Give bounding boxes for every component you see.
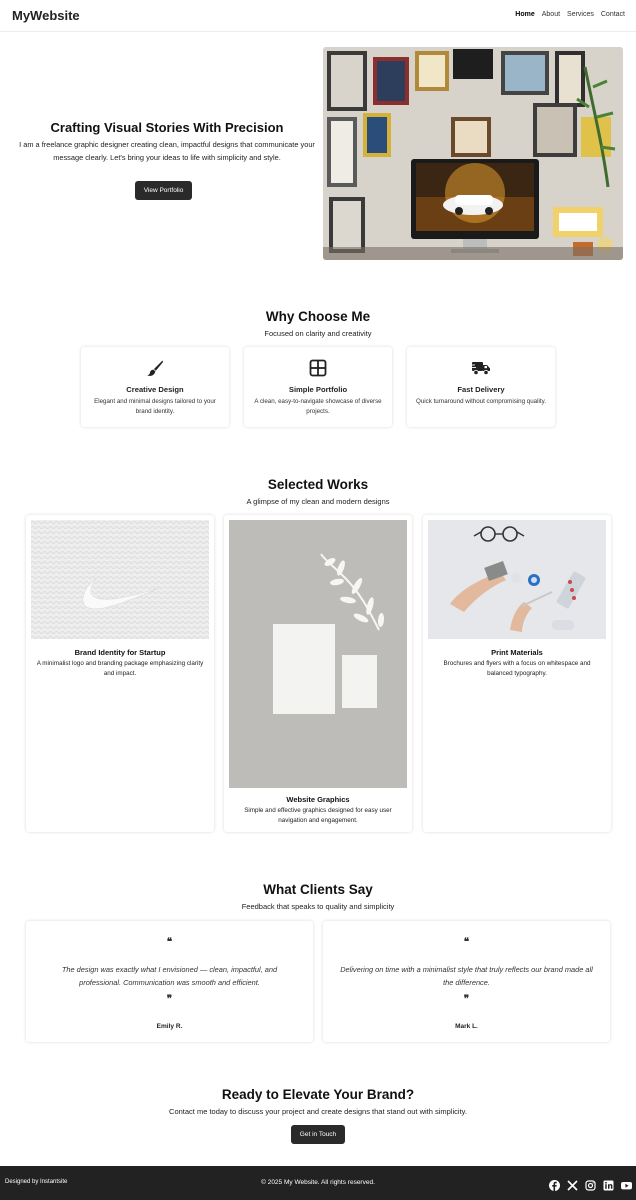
- testimonial-card: [26, 921, 313, 1042]
- close-quote-icon: ❞: [463, 994, 470, 1005]
- testimonial-quote: The design was exactly what I envisioned — clean, impactful, and professional. Communication was smooth and efficient.: [61, 965, 278, 987]
- cta-text: Contact me today to discuss your project and create designs that stand out with simplicity.: [169, 1107, 467, 1116]
- testimonial-author: Mark L.: [455, 1023, 478, 1030]
- main-nav: [515, 11, 625, 18]
- designer-desk-illustration: [323, 47, 623, 260]
- x-icon[interactable]: [567, 1178, 578, 1189]
- social-links: [549, 1178, 632, 1189]
- feature-description: A clean, easy-to-navigate showcase of diverse projects.: [254, 398, 382, 416]
- footer-credit[interactable]: Designed by Instantsite: [5, 1179, 68, 1185]
- feature-description: Elegant and minimal designs tailored to your brand identity.: [94, 398, 216, 416]
- work-image: [31, 520, 209, 639]
- facebook-icon[interactable]: [549, 1178, 560, 1189]
- testimonials-title: What Clients Say: [263, 882, 373, 897]
- testimonial-card: [323, 921, 610, 1042]
- site-header: [0, 0, 636, 32]
- nav-services[interactable]: Services: [567, 11, 594, 18]
- why-subtitle: Focused on clarity and creativity: [264, 329, 372, 338]
- testimonial-author: Emily R.: [156, 1023, 183, 1030]
- linkedin-icon[interactable]: [603, 1178, 614, 1189]
- feature-card: [407, 347, 555, 427]
- feature-title: Fast Delivery: [457, 385, 505, 394]
- instagram-icon[interactable]: [585, 1178, 596, 1189]
- feature-title: Simple Portfolio: [288, 385, 348, 394]
- get-in-touch-button[interactable]: Get in Touch: [291, 1125, 345, 1144]
- nav-about[interactable]: About: [541, 11, 561, 18]
- hero-description: I am a freelance graphic designer creating clean, impactful designs that communicate your message clearly. Let's bring your ideas to life with simplicity and style.: [19, 140, 315, 162]
- paintbrush-icon: [146, 359, 164, 377]
- nav-home[interactable]: Home: [515, 11, 535, 18]
- footer-copyright: © 2025 My Website. All rights reserved.: [261, 1179, 375, 1186]
- feature-description: Quick turnaround without compromising quality.: [416, 398, 546, 405]
- brand-logo[interactable]: MyWebsite: [12, 8, 80, 23]
- cta-title: Ready to Elevate Your Brand?: [221, 1087, 415, 1102]
- why-title: Why Choose Me: [265, 309, 371, 324]
- work-image: [428, 520, 606, 639]
- feature-card: [81, 347, 229, 427]
- work-description: A minimalist logo and branding package emphasizing clarity and impact.: [36, 660, 204, 678]
- open-quote-icon: ❝: [463, 937, 470, 948]
- site-footer: [0, 1166, 636, 1200]
- work-title: Print Materials: [491, 648, 543, 657]
- works-subtitle: A glimpse of my clean and modern designs: [246, 497, 390, 506]
- hero-image: [323, 47, 623, 260]
- open-quote-icon: ❝: [166, 937, 173, 948]
- youtube-icon[interactable]: [621, 1178, 632, 1189]
- view-portfolio-button[interactable]: View Portfolio: [135, 181, 192, 200]
- grid-icon: [309, 359, 327, 377]
- close-quote-icon: ❞: [166, 994, 173, 1005]
- work-card[interactable]: [423, 515, 611, 832]
- work-title: Brand Identity for Startup: [74, 648, 166, 657]
- hero-title: Crafting Visual Stories With Precision: [50, 120, 284, 135]
- hero-text: [8, 120, 326, 164]
- feature-card: [244, 347, 392, 427]
- works-title: Selected Works: [267, 477, 369, 492]
- work-card[interactable]: [224, 515, 412, 832]
- delivery-truck-icon: [471, 359, 491, 377]
- work-description: Simple and effective graphics designed for easy user navigation and engagement.: [244, 807, 392, 825]
- testimonials-subtitle: Feedback that speaks to quality and simplicity: [241, 902, 395, 911]
- work-title: Website Graphics: [286, 795, 350, 804]
- feature-title: Creative Design: [126, 385, 184, 394]
- nav-contact[interactable]: Contact: [600, 11, 625, 18]
- testimonial-quote: Delivering on time with a minimalist style that truly reflects our brand made all the difference.: [340, 965, 593, 987]
- work-description: Brochures and flyers with a focus on whitespace and balanced typography.: [443, 660, 591, 678]
- work-card[interactable]: [26, 515, 214, 832]
- work-image: [229, 520, 407, 788]
